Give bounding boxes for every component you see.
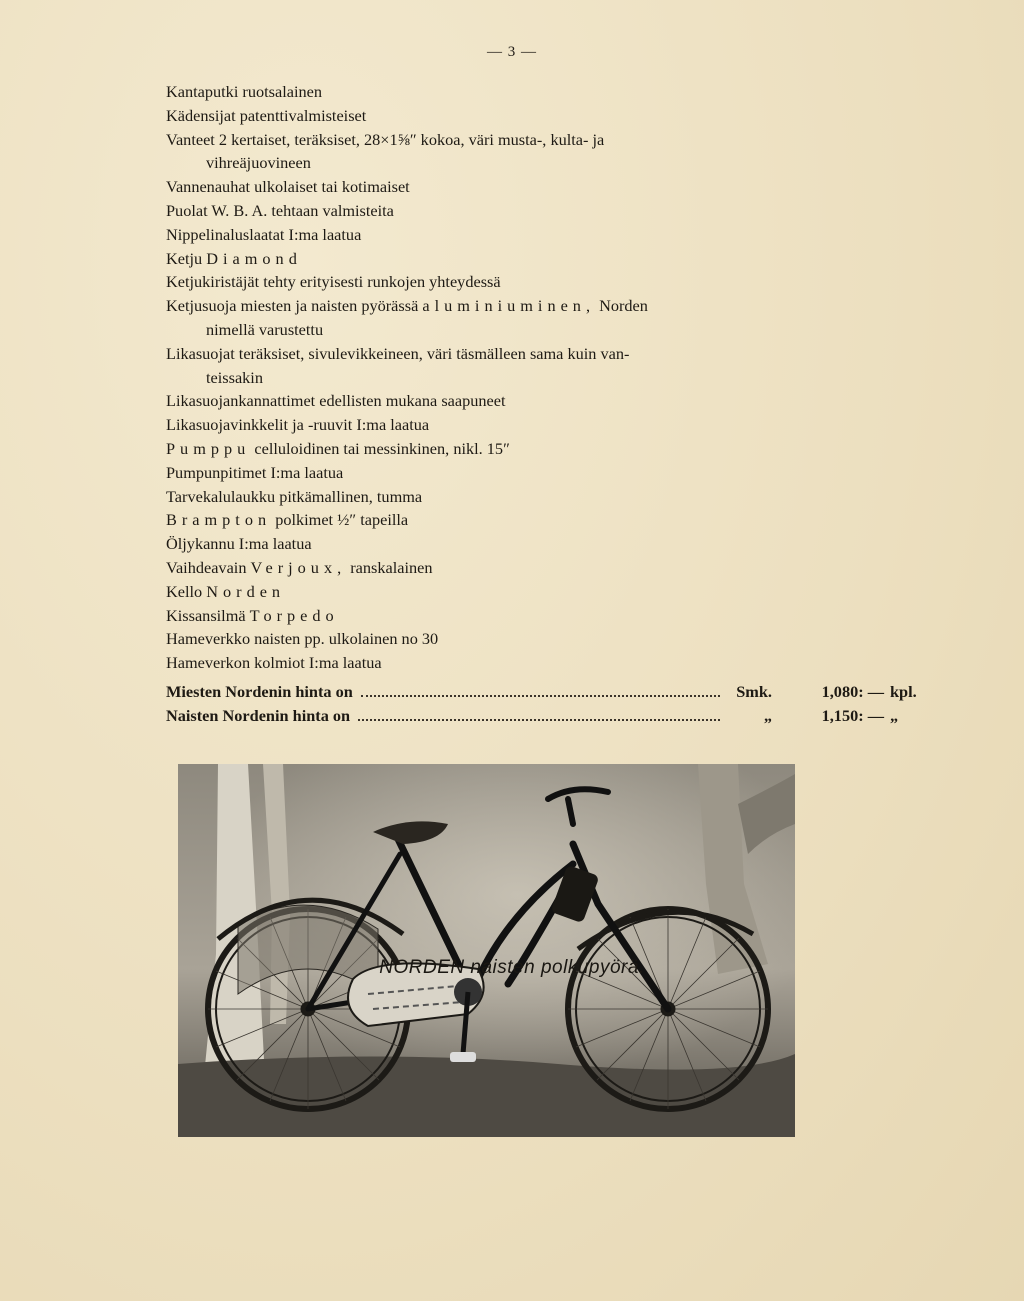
spec-line: [166, 532, 786, 556]
spec-list: [166, 80, 786, 675]
spec-emphasis-text: Torpedo: [249, 605, 339, 625]
price-currency: „: [763, 706, 772, 725]
spec-text: Likasuojankannattimet edellisten mukana saapuneet: [166, 391, 506, 411]
spec-line: [166, 175, 786, 199]
spec-line: [166, 342, 786, 366]
spec-text: Ketjusuoja miesten ja naisten pyörässä: [166, 296, 423, 316]
spec-line: [166, 485, 786, 509]
price-label: Miesten Nordenin hinta on: [166, 682, 353, 701]
spec-text: Vannenauhat ulkolaiset tai kotimaiset: [166, 177, 410, 197]
spec-emphasis-text: Pumppu: [166, 438, 251, 458]
spec-line: [166, 580, 786, 604]
spec-line: [166, 128, 786, 152]
spec-line: [166, 437, 786, 461]
spec-text: Vanteet 2 kertaiset, teräksiset, 28×1⅝″ kokoa, väri musta-, kulta- ja: [166, 129, 605, 149]
spec-line: [166, 556, 786, 580]
spec-text: Hameverkon kolmiot I:ma laatua: [166, 653, 382, 673]
bicycle-illustration: [178, 764, 795, 1137]
spec-line: [166, 413, 786, 437]
spec-line: [166, 651, 786, 675]
spec-text: Nippelinaluslaatat I:ma laatua: [166, 224, 362, 244]
spec-line: [166, 199, 786, 223]
spec-text: Kissansilmä: [166, 605, 250, 625]
price-value: 1,150: —: [821, 706, 884, 725]
spec-emphasis-text: aluminiuminen,: [422, 296, 596, 316]
price-value: 1,080: —: [821, 682, 884, 701]
spec-line: [166, 294, 786, 318]
spec-text: celluloidinen tai messinkinen, nikl. 15″: [250, 438, 510, 458]
spec-line: [166, 318, 786, 342]
dot-leader: [358, 718, 720, 721]
spec-text: Likasuojat teräksiset, sivulevikkeineen, väri täsmälleen sama kuin van-: [166, 343, 630, 363]
spec-text: nimellä varustettu: [206, 319, 324, 339]
spec-text: Ketjukiristäjät tehty erityisesti runkojen yhteydessä: [166, 272, 501, 292]
page-number: — 3 —: [487, 44, 537, 60]
spec-text: Öljykannu I:ma laatua: [166, 534, 312, 554]
spec-text: polkimet ½″ tapeilla: [271, 510, 409, 530]
spec-line: [166, 461, 786, 485]
spec-text: teissakin: [206, 367, 263, 387]
spec-line: [166, 508, 786, 532]
photo-caption: NORDEN naisten polkupyörä.: [379, 957, 645, 978]
spec-text: Pumpunpitimet I:ma laatua: [166, 462, 344, 482]
pedal: [450, 1052, 476, 1062]
spec-text: ranskalainen: [346, 557, 433, 577]
spec-line: [166, 389, 786, 413]
spec-line: [166, 270, 786, 294]
spec-line: [166, 366, 786, 390]
price-label: Naisten Nordenin hinta on: [166, 706, 351, 725]
spec-text: Hameverkko naisten pp. ulkolainen no 30: [166, 629, 439, 649]
spec-line: [166, 104, 786, 128]
spec-text: Likasuojavinkkelit ja -ruuvit I:ma laatua: [166, 415, 430, 435]
spec-line: [166, 151, 786, 175]
spec-line: [166, 604, 786, 628]
price-list: [166, 682, 926, 730]
spec-line: [166, 223, 786, 247]
spec-line: [166, 627, 786, 651]
price-unit: „: [890, 706, 899, 725]
spec-line: [166, 247, 786, 271]
spec-emphasis-text: Diamond: [206, 248, 302, 268]
spec-text: Norden: [595, 296, 648, 316]
bicycle-photo: [178, 764, 795, 1137]
spec-text: vihreäjuovineen: [206, 153, 311, 173]
spec-text: Kädensijat patenttivalmisteiset: [166, 105, 367, 125]
spec-text: Ketju: [166, 248, 207, 268]
price-currency: Smk.: [736, 682, 772, 701]
spec-text: Tarvekalulaukku pitkämallinen, tumma: [166, 486, 423, 506]
spec-emphasis-text: Brampton: [166, 510, 272, 530]
spec-text: Puolat W. B. A. tehtaan valmisteita: [166, 200, 394, 220]
price-row-women: [166, 706, 926, 730]
spec-emphasis-text: Norden: [206, 581, 286, 601]
price-unit: kpl.: [890, 682, 917, 701]
spec-text: Kello: [166, 581, 207, 601]
dot-leader: [361, 694, 720, 697]
spec-line: [166, 80, 786, 104]
spec-text: Vaihdeavain: [166, 557, 251, 577]
spec-emphasis-text: Verjoux,: [250, 557, 347, 577]
price-row-men: [166, 682, 926, 706]
spec-text: Kantaputki ruotsalainen: [166, 82, 322, 101]
